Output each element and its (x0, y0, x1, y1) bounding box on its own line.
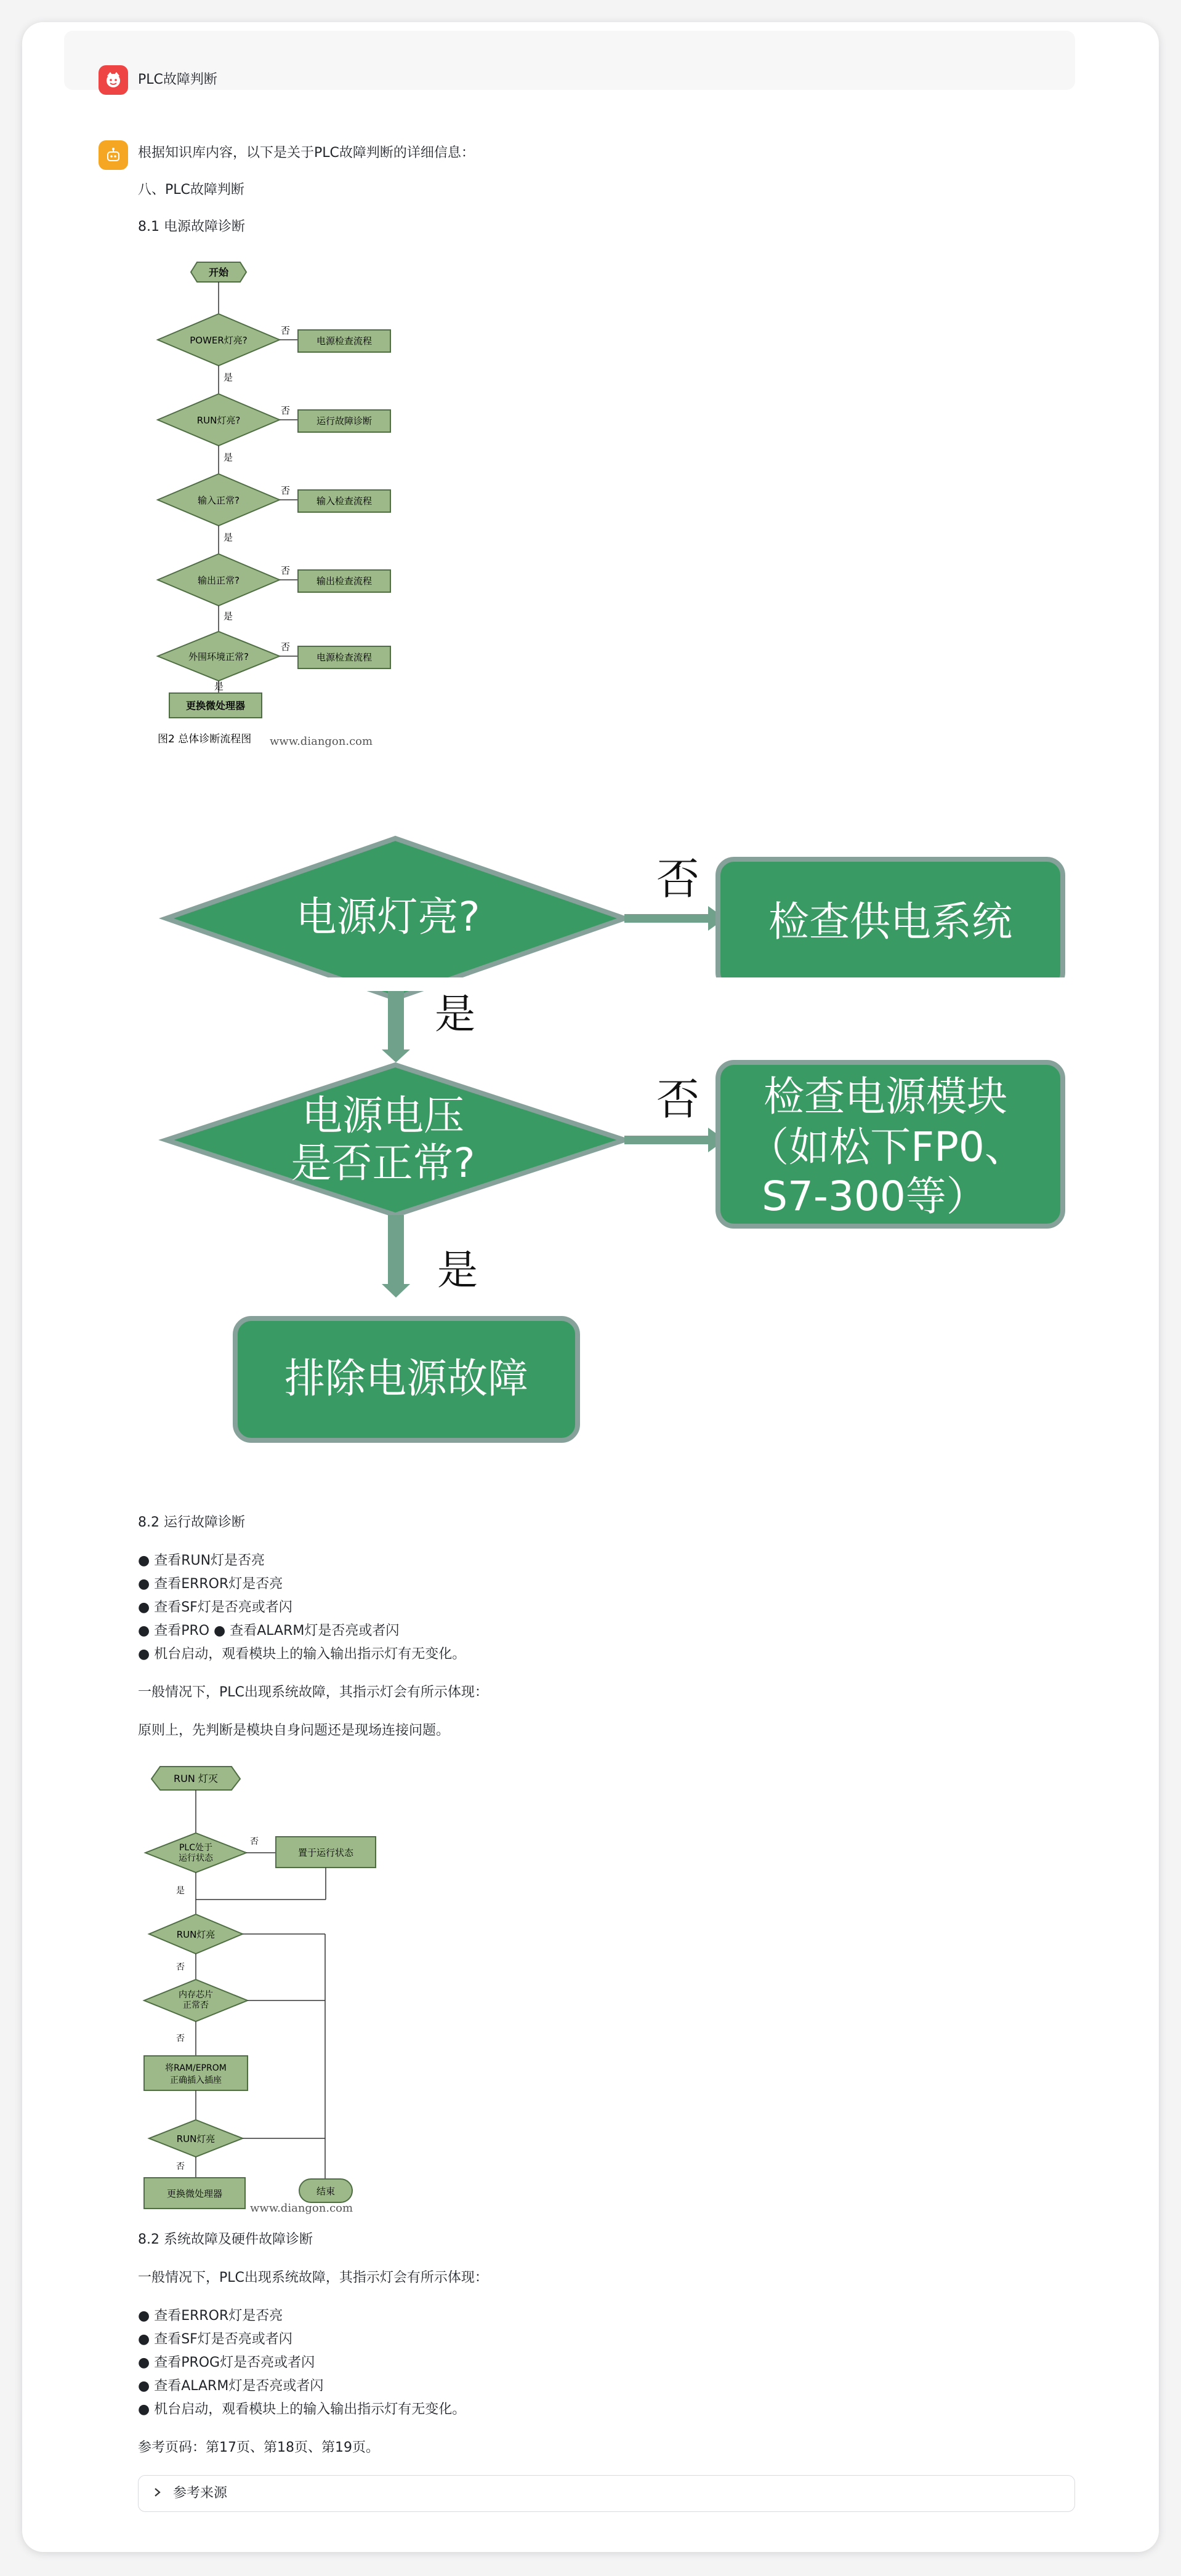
subsection-system: 8.2 系统故障及硬件故障诊断 (138, 2232, 313, 2247)
paragraph-principle: 原则上，先判断是模块自身问题还是现场连接问题。 (138, 1723, 450, 1738)
flow-decision-5 (158, 632, 390, 693)
svg-text:内存芯片: 内存芯片 (179, 1990, 213, 2000)
paragraph-system: 一般情况下，PLC出现系统故障，其指示灯会有所示体现： (138, 2270, 488, 2285)
subsection-power: 8.1 电源故障诊断 (138, 219, 245, 235)
list1-item-4: ● 查看PRO ● 查看ALARM灯是否亮或者闪 (138, 1623, 400, 1639)
assistant-avatar (99, 140, 128, 170)
figure-overall-diagnosis-flowchart (142, 259, 413, 757)
svg-text:否: 否 (176, 2162, 185, 2172)
list1-item-5: ● 机台启动，观看模块上的输入输出指示灯有无变化。 (138, 1647, 466, 1662)
svg-text:否: 否 (281, 641, 291, 652)
list1-item-3: ● 查看SF灯是否亮或者闪 (138, 1600, 292, 1615)
list1-item-1: ● 查看RUN灯是否亮 (138, 1553, 265, 1568)
svg-text:是: 是 (224, 372, 233, 383)
svg-text:是: 是 (224, 532, 233, 543)
flow3-watermark: www.diangon.com (250, 2202, 353, 2215)
svg-text:外围环境正常?: 外围环境正常? (188, 651, 249, 662)
svg-text:输入正常?: 输入正常? (198, 495, 240, 506)
flow3-start-label: RUN 灯灭 (174, 1773, 218, 1784)
flow-decision-2 (158, 394, 390, 474)
svg-text:否: 否 (281, 325, 291, 336)
svg-text:电源检查流程: 电源检查流程 (316, 652, 373, 663)
svg-text:RUN灯亮?: RUN灯亮? (196, 415, 241, 426)
svg-text:运行故障诊断: 运行故障诊断 (316, 415, 373, 427)
svg-text:置于运行状态: 置于运行状态 (297, 1847, 354, 1858)
svg-text:否: 否 (176, 2034, 185, 2044)
action-check-module-line3: S7-300等） (762, 1173, 987, 1220)
list2-item-2: ● 查看SF灯是否亮或者闪 (138, 2332, 292, 2347)
list2-item-4: ● 查看ALARM灯是否亮或者闪 (138, 2378, 324, 2394)
svg-text:将RAM/EPROM: 将RAM/EPROM (165, 2063, 227, 2073)
decision-voltage-line1: 电源电压 (302, 1092, 464, 1139)
list1-item-2: ● 查看ERROR灯是否亮 (138, 1576, 283, 1592)
svg-text:POWER灯亮?: POWER灯亮? (190, 335, 248, 346)
action-check-module-line1: 检查电源模块 (764, 1073, 1007, 1120)
decision-voltage-line2: 是否正常? (291, 1139, 475, 1187)
svg-text:输入检查流程: 输入检查流程 (316, 496, 373, 507)
svg-text:更换微处理器: 更换微处理器 (166, 2188, 223, 2199)
svg-text:是: 是 (224, 611, 233, 622)
figure-caption: 图2 总体诊断流程图 (158, 733, 252, 745)
list2-item-1: ● 查看ERROR灯是否亮 (138, 2308, 283, 2324)
yes-label-2: 是 (437, 1246, 478, 1294)
flow-start-label: 开始 (208, 267, 229, 278)
paragraph-indicator: 一般情况下，PLC出现系统故障，其指示灯会有所示体现： (138, 1685, 488, 1700)
sources-toggle[interactable] (138, 2475, 1075, 2512)
robot-icon (104, 146, 123, 164)
svg-text:结束: 结束 (316, 2186, 336, 2197)
section-title: 八、PLC故障判断 (138, 182, 244, 198)
svg-text:运行状态: 运行状态 (179, 1853, 213, 1863)
no-label-1: 否 (656, 854, 699, 904)
figure-power-fault-flowchart (142, 806, 1090, 1459)
svg-text:否: 否 (281, 565, 291, 576)
watermark: www.diangon.com (270, 735, 373, 748)
reference-pages: 参考页码：第17页、第18页、第19页。 (138, 2440, 379, 2455)
list2-item-5: ● 机台启动，观看模块上的输入输出指示灯有无变化。 (138, 2402, 466, 2417)
action-check-supply-label: 检查供电系统 (768, 898, 1012, 945)
user-avatar (99, 65, 128, 95)
svg-text:RUN灯亮: RUN灯亮 (176, 2133, 216, 2145)
svg-text:输出检查流程: 输出检查流程 (316, 576, 373, 587)
user-question-text: PLC故障判断 (138, 72, 217, 87)
yes-label-1: 是 (435, 990, 475, 1038)
flow3-decision-running (145, 1833, 246, 1872)
list2-item-3: ● 查看PROG灯是否亮或者闪 (138, 2355, 315, 2370)
svg-text:正确插入插座: 正确插入插座 (170, 2076, 222, 2085)
svg-text:PLC处于: PLC处于 (179, 1843, 213, 1853)
subsection-run: 8.2 运行故障诊断 (138, 1515, 245, 1530)
svg-text:否: 否 (176, 1962, 185, 1972)
flow-decision-4 (158, 554, 390, 632)
chevron-right-icon (152, 2484, 163, 2503)
action-eliminate-fault-label: 排除电源故障 (284, 1355, 528, 1402)
svg-text:输出正常?: 输出正常? (198, 575, 240, 586)
sources-label: 参考来源 (173, 2486, 228, 2501)
svg-text:是: 是 (224, 452, 233, 463)
svg-text:否: 否 (281, 485, 291, 496)
flow-decision-1 (158, 314, 390, 394)
svg-text:正常否: 正常否 (183, 2000, 209, 2010)
svg-text:是: 是 (214, 681, 224, 692)
svg-text:否: 否 (250, 1837, 259, 1847)
svg-text:是: 是 (176, 1886, 185, 1896)
action-check-module-line2: （如松下FP0、 (748, 1123, 1025, 1171)
figure-run-fault-flowchart (139, 1760, 398, 2216)
flow-decision-3 (158, 474, 390, 554)
answer-intro: 根据知识库内容，以下是关于PLC故障判断的详细信息： (138, 145, 475, 161)
svg-text:电源检查流程: 电源检查流程 (316, 335, 373, 347)
svg-text:RUN灯亮: RUN灯亮 (176, 1929, 216, 1940)
user-face-icon (104, 71, 123, 89)
decision-power-light-label: 电源灯亮? (296, 893, 480, 941)
no-label-2: 否 (656, 1074, 699, 1125)
svg-text:否: 否 (281, 405, 291, 416)
flow-final-label: 更换微处理器 (185, 700, 246, 712)
